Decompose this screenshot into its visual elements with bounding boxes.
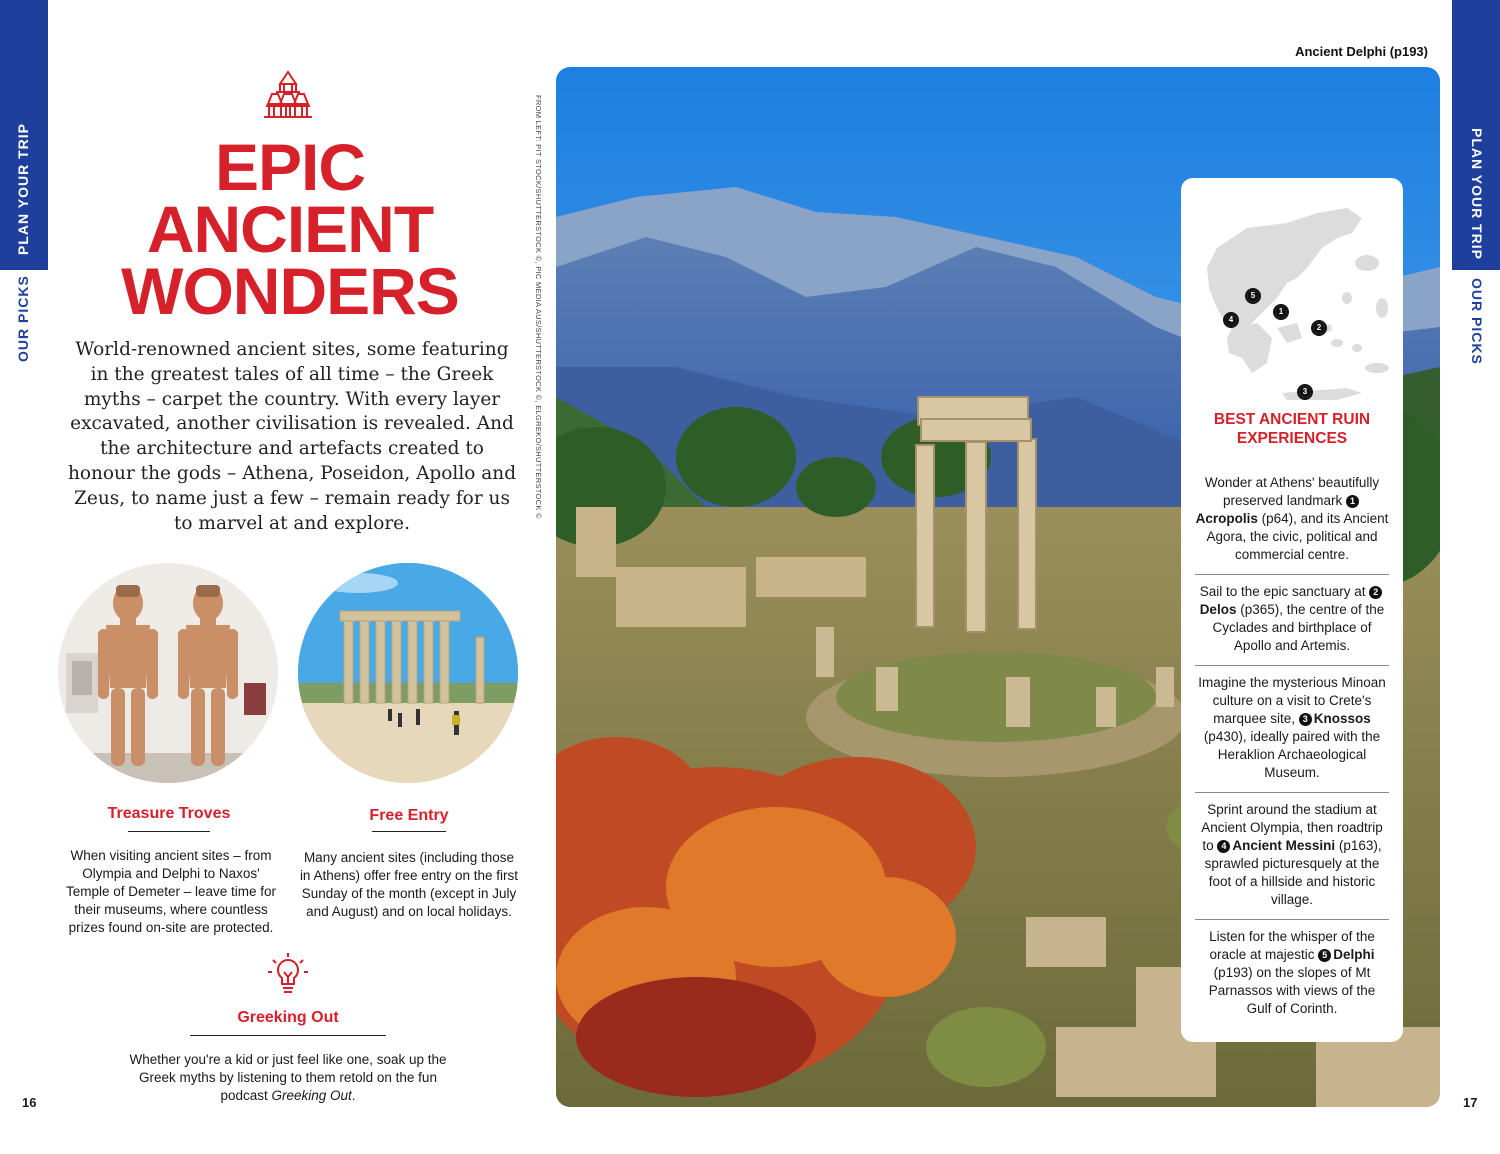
- title-line-1: EPIC: [214, 130, 366, 204]
- greeking-out-text-end: .: [351, 1088, 356, 1103]
- intro-paragraph: World-renowned ancient sites, some featuring in the greatest tales of all time – the Greek myths – carpet the country. With every layer excavated, another civilisation is revealed. And the architecture and artefacts created to honour the gods – Athena, Poseidon, Apollo and Zeus, to name just a few – remain ready for us to marvel at and explore.: [67, 339, 517, 534]
- card-title-line-2: EXPERIENCES: [1236, 430, 1348, 447]
- page-title: [60, 130, 520, 328]
- item-text: Listen for the whisper of the oracle at majestic: [1209, 929, 1375, 962]
- map-marker-4: 4: [1223, 312, 1239, 328]
- photo-caption: Ancient Delphi (p193): [1295, 44, 1428, 59]
- card-title: [1181, 410, 1403, 448]
- temple-icon: [262, 70, 314, 120]
- title-line-3: WONDERS: [121, 254, 459, 328]
- podcast-name: Greeking Out: [271, 1088, 352, 1103]
- number-badge: 1: [1346, 495, 1359, 508]
- ruin-item-knossos: [1195, 665, 1389, 792]
- lightbulb-icon: [264, 952, 312, 1000]
- number-badge: 2: [1369, 586, 1382, 599]
- free-entry-text: Many ancient sites (including those in Athens) offer free entry on the first Sunday of the month (except in July and August) and on local holidays.: [299, 850, 519, 919]
- left-tab-plan-label: PLAN YOUR TRIP: [15, 123, 31, 255]
- left-tab-picks-label: OUR PICKS: [15, 275, 31, 362]
- site-name: Delphi: [1333, 947, 1375, 962]
- ruin-item-delphi: [1195, 919, 1389, 1028]
- item-text: (p163), sprawled picturesquely at the foot of a hillside and historic village.: [1204, 838, 1382, 907]
- ruin-item-messini: [1195, 792, 1389, 919]
- page-number-right: 17: [1463, 1095, 1478, 1110]
- free-entry-rule: [372, 831, 446, 832]
- greece-map: [1187, 188, 1397, 413]
- treasure-troves-rule: [128, 831, 210, 832]
- treasure-troves-title: Treasure Troves: [107, 805, 231, 822]
- greeking-out-text: [118, 1051, 458, 1105]
- greeking-out-text-start: Whether you're a kid or just feel like one, soak up the Greek myths by listening to them retold on the fun podcast: [129, 1052, 447, 1103]
- right-tab-picks-label: OUR PICKS: [1469, 278, 1485, 365]
- site-name: Ancient Messini: [1232, 838, 1336, 853]
- right-tab-plan-label: PLAN YOUR TRIP: [1469, 128, 1485, 260]
- ruin-item-acropolis: [1195, 466, 1389, 574]
- photo-credit-text: FROM LEFT: PIT STOCK/SHUTTERSTOCK ©, PIC MEDIA AUS/SHUTTERSTOCK ©, ELGREKO/SHUTTERSTOCK ©: [534, 95, 543, 519]
- item-text: Sprint around the stadium at Ancient Olympia, then roadtrip to: [1201, 802, 1383, 853]
- map-marker-2: 2: [1311, 320, 1327, 336]
- title-line-2: ANCIENT: [146, 192, 434, 266]
- best-ruins-card: [1181, 178, 1403, 1042]
- item-text: (p193) on the slopes of Mt Parnassos with views of the Gulf of Corinth.: [1208, 965, 1376, 1016]
- number-badge: 3: [1299, 713, 1312, 726]
- item-text: (p430), ideally paired with the Heraklion Archaeological Museum.: [1203, 729, 1381, 780]
- greeking-out-title: Greeking Out: [237, 1009, 339, 1026]
- card-title-line-1: BEST ANCIENT RUIN: [1213, 411, 1371, 428]
- item-text: (p365), the centre of the Cyclades and birthplace of Apollo and Artemis.: [1212, 602, 1385, 653]
- temple-of-zeus-photo: [298, 563, 518, 783]
- site-name: Knossos: [1313, 711, 1371, 726]
- page-number-left: 16: [22, 1095, 37, 1110]
- photo-credit: [534, 95, 554, 525]
- map-marker-1: 1: [1273, 304, 1289, 320]
- map-marker-5: 5: [1245, 288, 1261, 304]
- kouros-statues-photo: [58, 563, 278, 783]
- ruins-list: [1195, 466, 1389, 1028]
- greeking-out-rule: [190, 1035, 386, 1036]
- item-text: (p64), and its Ancient Agora, the civic, political and commercial centre.: [1206, 511, 1389, 562]
- item-text: Wonder at Athens' beautifully preserved landmark: [1204, 475, 1380, 508]
- item-text: Imagine the mysterious Minoan culture on a visit to Crete's marquee site,: [1198, 675, 1386, 726]
- site-name: Acropolis: [1195, 511, 1258, 526]
- map-marker-3: 3: [1297, 384, 1313, 400]
- ruin-item-delos: [1195, 574, 1389, 665]
- number-badge: 4: [1217, 840, 1230, 853]
- number-badge: 5: [1318, 949, 1331, 962]
- site-name: Delos: [1199, 602, 1237, 617]
- item-text: Sail to the epic sanctuary at: [1199, 584, 1370, 599]
- treasure-troves-text: When visiting ancient sites – from Olympia and Delphi to Naxos' Temple of Demeter – leave time for their museums, where countless prizes found on-site are protected.: [65, 848, 277, 935]
- free-entry-title: Free Entry: [369, 807, 449, 824]
